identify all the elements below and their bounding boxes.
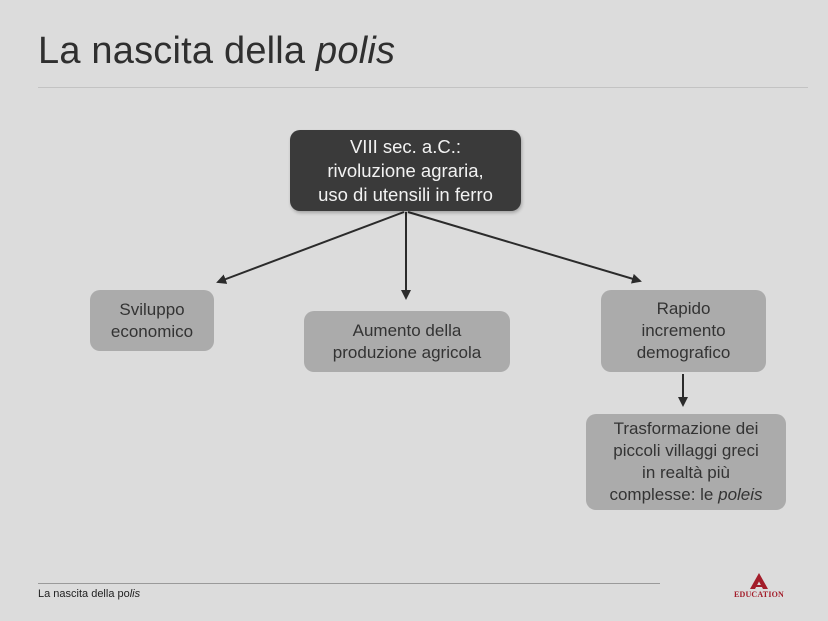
bottom-line-2: piccoli villaggi greci [613,441,759,460]
node-aumento-produzione [304,311,510,372]
node-trasformazione-villaggi [586,414,786,510]
root-line-1: VIII sec. a.C.: [349,135,462,157]
center-line-2: produzione agricola [332,342,482,362]
bottom-line-3: in realtà più [642,463,730,482]
arrow-root-to-right [408,212,640,281]
node-sviluppo-economico [90,290,214,351]
left-line-1: Sviluppo [119,299,185,319]
root-node [290,130,521,211]
right-line-2: incremento [641,321,726,340]
left-line-2: economico [110,321,194,341]
right-line-1: Rapido [656,299,711,318]
center-line-1: Aumento della [352,320,462,340]
right-line-3: demografico [636,343,731,362]
bottom-line-4 [609,484,762,506]
publisher-logo [733,572,785,602]
slide-title-text: La nascita della [38,30,317,72]
bottom-line-1: Trasformazione dei [613,419,759,438]
footer-title-text: La nascita della po [38,588,130,600]
footer-title-italic: lis [129,588,141,600]
footer-divider [38,583,660,584]
arrow-root-to-left [218,212,404,282]
bottom-line-4-text: complesse: le [609,485,719,504]
root-line-2: rivoluzione agraria, [327,159,484,181]
footer-title [38,588,140,600]
bottom-line-4-italic: poleis [718,485,763,504]
logo-triangle-icon [733,572,785,592]
root-line-3: uso di utensili in ferro [318,183,493,205]
slide-title-italic: polis [316,30,396,72]
logo-text: EDUCATION [733,590,785,599]
node-incremento-demografico [601,290,766,372]
